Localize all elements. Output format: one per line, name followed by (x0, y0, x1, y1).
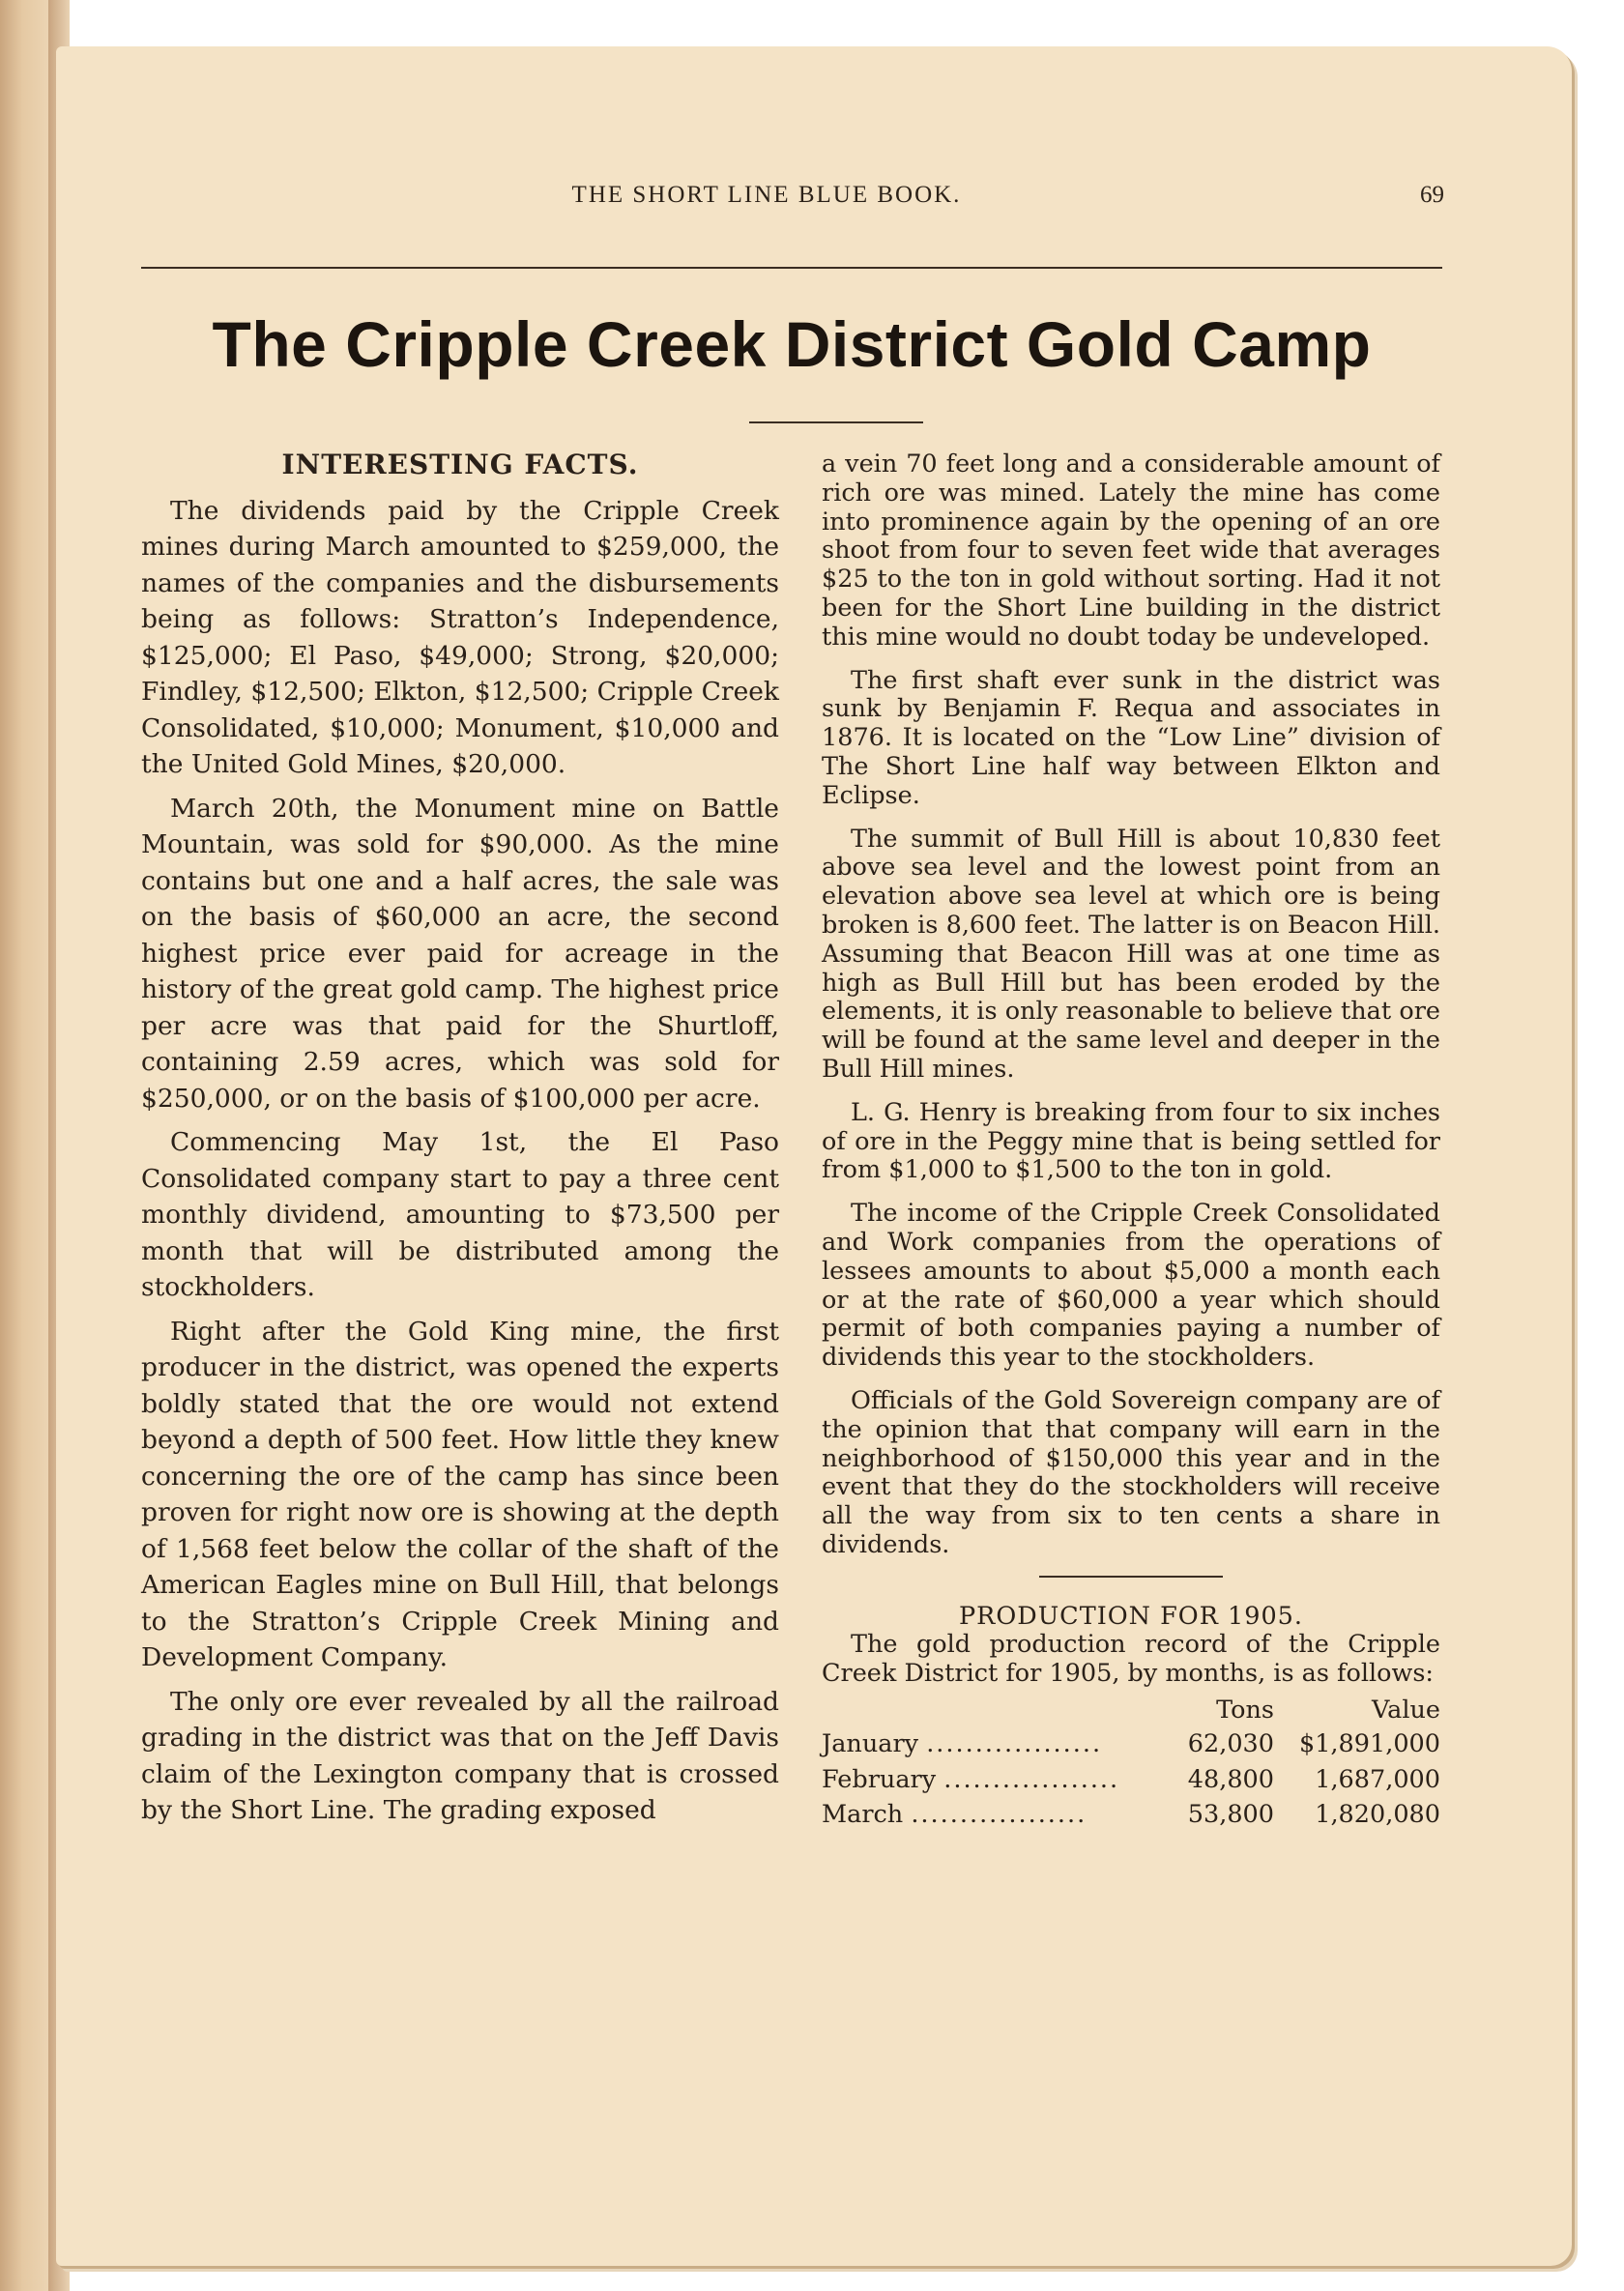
month-name: January (822, 1728, 919, 1758)
value-column-header: Value (1372, 1696, 1440, 1726)
left-column (141, 447, 779, 1837)
tons-cell: 48,800 (1187, 1764, 1275, 1794)
tons-cell: 62,030 (1187, 1728, 1275, 1758)
production-intro: The gold production record of the Cripple Creek District for 1905, by months, is as follows: (822, 1630, 1440, 1689)
paragraph: The income of the Cripple Creek Consolidated and Work companies from the operations of lessees amounts to about $5,000 a month each or at the rate of $60,000 a year which should permit of both companies paying a number of dividends this year to the stockholders. (822, 1199, 1440, 1373)
running-head-title: THE SHORT LINE BLUE BOOK. (571, 182, 962, 208)
tons-column-header: Tons (1216, 1696, 1275, 1726)
month-cell (822, 1765, 1173, 1801)
month-name: February (822, 1764, 937, 1794)
paragraph: Commencing May 1st, the El Paso Consolidated company start to pay a three cent monthly dividend, amounting to $73,500 per month that will be distributed among the stockholders. (141, 1127, 779, 1302)
paragraph: L. G. Henry is breaking from four to six inches of ore in the Peggy mine that is being settled for from $1,000 to $1,500 to the ton in gold. (822, 1097, 1440, 1185)
table-row (822, 1765, 1440, 1801)
tons-cell: 53,800 (1187, 1800, 1275, 1830)
running-head (89, 174, 1444, 222)
header-rule (141, 267, 1442, 269)
month-cell (822, 1729, 1173, 1765)
title-rule (749, 421, 923, 423)
paragraph: Right after the Gold King mine, the first producer in the district, was opened the experts boldly stated that the ore would not extend beyond a depth of 500 feet. How little they knew concerning the ore of the camp has since been proven for right now ore is showing at the depth of 1,568 feet below the collar of the shaft of the American Eagles mine on Bull Hill, that belongs to the Stratton’s Cripple Creek Mining and Development Company. (141, 1316, 779, 1672)
production-table-header (822, 1696, 1440, 1729)
table-row (822, 1800, 1440, 1836)
facing-page-edge (0, 0, 50, 2291)
table-row (822, 1729, 1440, 1765)
paragraph: a vein 70 feet long and a considerable amount of rich ore was mined. Lately the mine has come into prominence again by the opening of an ore shoot from four to seven feet wide that averages $25 to the ton in gold without sorting. Had it not been for the Short Line building in the district this mine would no doubt today be undeveloped. (822, 450, 1440, 652)
paragraph: March 20th, the Monument mine on Battle Mountain, was sold for $90,000. As the mine contains but one and a half acres, the sale was on the basis of $60,000 an acre, the second highest price ever paid for acreage in the history of the great gold camp. The highest price per acre was that paid for the Shurtloff, containing 2.59 acres, which was sold for $250,000, or on the basis of $100,000 per acre. (141, 793, 779, 1114)
month-cell (822, 1800, 1173, 1836)
section-heading: INTERESTING FACTS. (281, 449, 639, 480)
paragraph: Officials of the Gold Sovereign company are of the opinion that that company will earn in the neighborhood of $150,000 this year and in the event that they do the stockholders will receive all the way from six to ten cents a share in dividends. (822, 1385, 1440, 1559)
right-column (822, 450, 1440, 1836)
month-name: March (822, 1800, 904, 1830)
dot-leader: .................. (943, 1764, 1120, 1794)
production-heading: PRODUCTION FOR 1905. (958, 1601, 1304, 1631)
page-number: 69 (1420, 182, 1444, 208)
article-title: The Cripple Creek District Gold Camp (212, 308, 1372, 380)
section-divider (1039, 1576, 1223, 1578)
month-column-header (822, 1696, 1173, 1729)
production-table (822, 1696, 1440, 1836)
value-cell: 1,820,080 (1315, 1800, 1440, 1830)
dot-leader: .................. (911, 1800, 1088, 1830)
dot-leader: .................. (926, 1728, 1103, 1758)
paragraph: The dividends paid by the Cripple Creek mines during March amounted to $259,000, the names of the companies and the disbursements being as follows: Stratton’s Independence, $125,000; El Paso, $49,000; Strong, $20,000; Findley, $12,500; Elkton, $12,500; Cripple Creek Consolidated, $10,000; Monument, $10,000 and the United Gold Mines, $20,000. (141, 495, 779, 779)
paragraph: The summit of Bull Hill is about 10,830 feet above sea level and the lowest point from an elevation above sea level at which ore is being broken is 8,600 feet. The latter is on Beacon Hill. Assuming that Beacon Hill was at one time as high as Bull Hill but has been eroded by the elements, it is only reasonable to believe that ore will be found at the same level and deeper in the Bull Hill mines. (822, 824, 1440, 1084)
value-cell: $1,891,000 (1298, 1728, 1440, 1758)
paragraph: The first shaft ever sunk in the district was sunk by Benjamin F. Requa and associates in 1876. It is located on the “Low Line” division of The Short Line half way between Elkton and Eclipse. (822, 665, 1440, 810)
paragraph: The only ore ever revealed by all the railroad grading in the district was that on the Jeff Davis claim of the Lexington company that is crossed by the Short Line. The grading exposed (141, 1686, 779, 1825)
value-cell: 1,687,000 (1315, 1764, 1440, 1794)
